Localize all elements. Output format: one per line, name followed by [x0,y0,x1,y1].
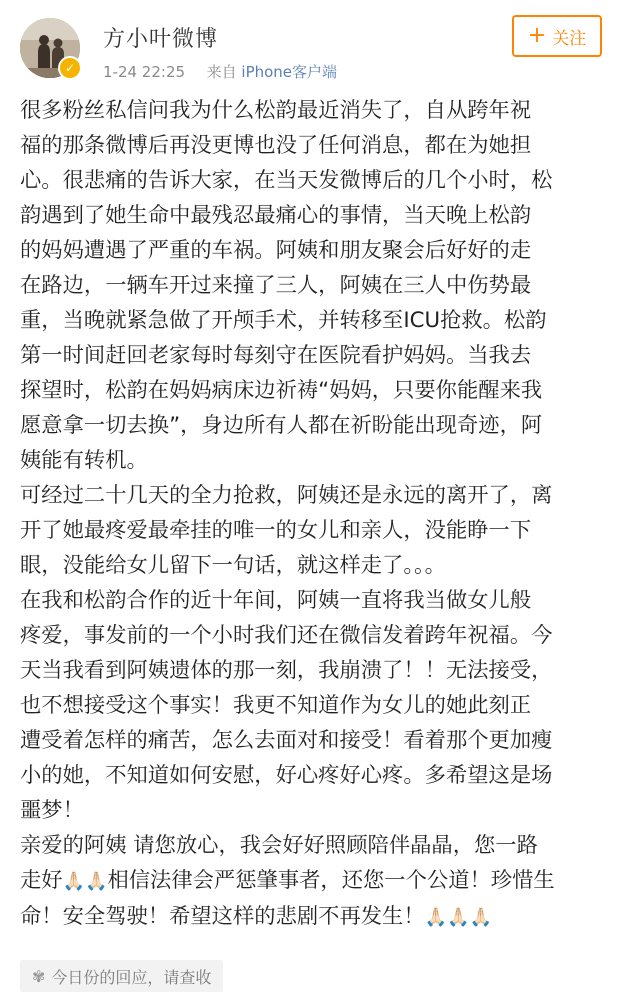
content-line: 的妈妈遭遇了严重的车祸。阿姨和朋友聚会后好好的走 [20,238,532,263]
content-line: 遭受着怎样的痛苦，怎么去面对和接受！看着那个更加瘦 [20,728,553,753]
avatar-container[interactable] [20,18,80,78]
content-text: 相信法律会严惩肇事者，还您一个公道！珍惜生 [107,868,555,893]
content-line: 天当我看到阿姨遗体的那一刻，我崩溃了！！无法接受， [20,658,553,683]
content-text: 走好 [20,868,63,893]
plus-icon: + [527,23,547,48]
post-header [0,0,621,90]
username[interactable]: 方小叶微博 [103,27,219,52]
content-line: 疼爱，事发前的一个小时我们还在微信发着跨年祝福。今 [20,623,553,648]
content-line: 也不想接受这个事实！我更不知道作为女儿的她此刻正 [20,693,532,718]
content-line-with-emoji [20,899,605,935]
content-line: 在路边，一辆车开过来撞了三人，阿姨在三人中伤势最 [20,273,532,298]
content-line: 福的那条微博后再没更博也没了任何消息，都在为她担 [20,133,532,158]
content-line: 心。很悲痛的告诉大家，在当天发微博后的几个小时，松 [20,168,553,193]
verified-badge-icon: ✓ [58,56,82,80]
content-line: 探望时，松韵在妈妈病床边祈祷“妈妈，只要你能醒来我 [20,378,543,403]
post-content [20,93,605,935]
praying-hands-icon: 🙏🏻🙏🏻 [62,871,108,892]
follow-button[interactable] [512,15,602,57]
content-line: 很多粉丝私信问我为什么松韵最近消失了，自从跨年祝 [20,98,532,123]
content-line: 第一时间赶回老家每时每刻守在医院看护妈妈。当我去 [20,343,532,368]
praying-hands-icon: 🙏🏻🙏🏻🙏🏻 [424,907,492,928]
content-line: 眼，没能给女儿留下一句话，就这样走了。。。 [20,553,446,578]
content-line: 在我和松韵合作的近十年间，阿姨一直将我当做女儿般 [20,588,532,613]
post-time[interactable]: 1-24 22:25 [103,63,186,81]
content-line: 重，当晚就紧急做了开颅手术，并转移至ICU抢救。松韵 [20,308,547,333]
content-line: 噩梦！ [20,798,84,823]
content-line: 韵遇到了她生命中最残忍最痛心的事情，当天晚上松韵 [20,203,532,228]
footer-text: 今日份的回应，请查收 [51,967,212,987]
content-line: 愿意拿一切去换”，身边所有人都在祈盼能出现奇迹，阿 [20,413,543,438]
content-line: 开了她最疼爱最牵挂的唯一的女儿和亲人，没能睁一下 [20,518,532,543]
content-line: 姨能有转机。 [20,448,148,473]
content-text: 命！安全驾驶！希望这样的悲剧不再发生！ [20,904,425,929]
follow-label: 关注 [552,28,587,49]
content-line-with-emoji [20,863,605,899]
content-line: 可经过二十几天的全力抢救，阿姨还是永远的离开了，离 [20,483,553,508]
content-line: 小的她，不知道如何安慰，好心疼好心疼。多希望这是场 [20,763,553,788]
post-meta [103,61,337,82]
flower-icon: ✾ [32,966,46,986]
post-source[interactable]: iPhone客户端 [241,63,338,81]
attached-comment-link[interactable] [20,960,223,992]
source-prefix: 来自 [206,63,237,81]
content-line: 亲爱的阿姨 请您放心，我会好好照顾陪伴晶晶，您一路 [20,833,538,858]
